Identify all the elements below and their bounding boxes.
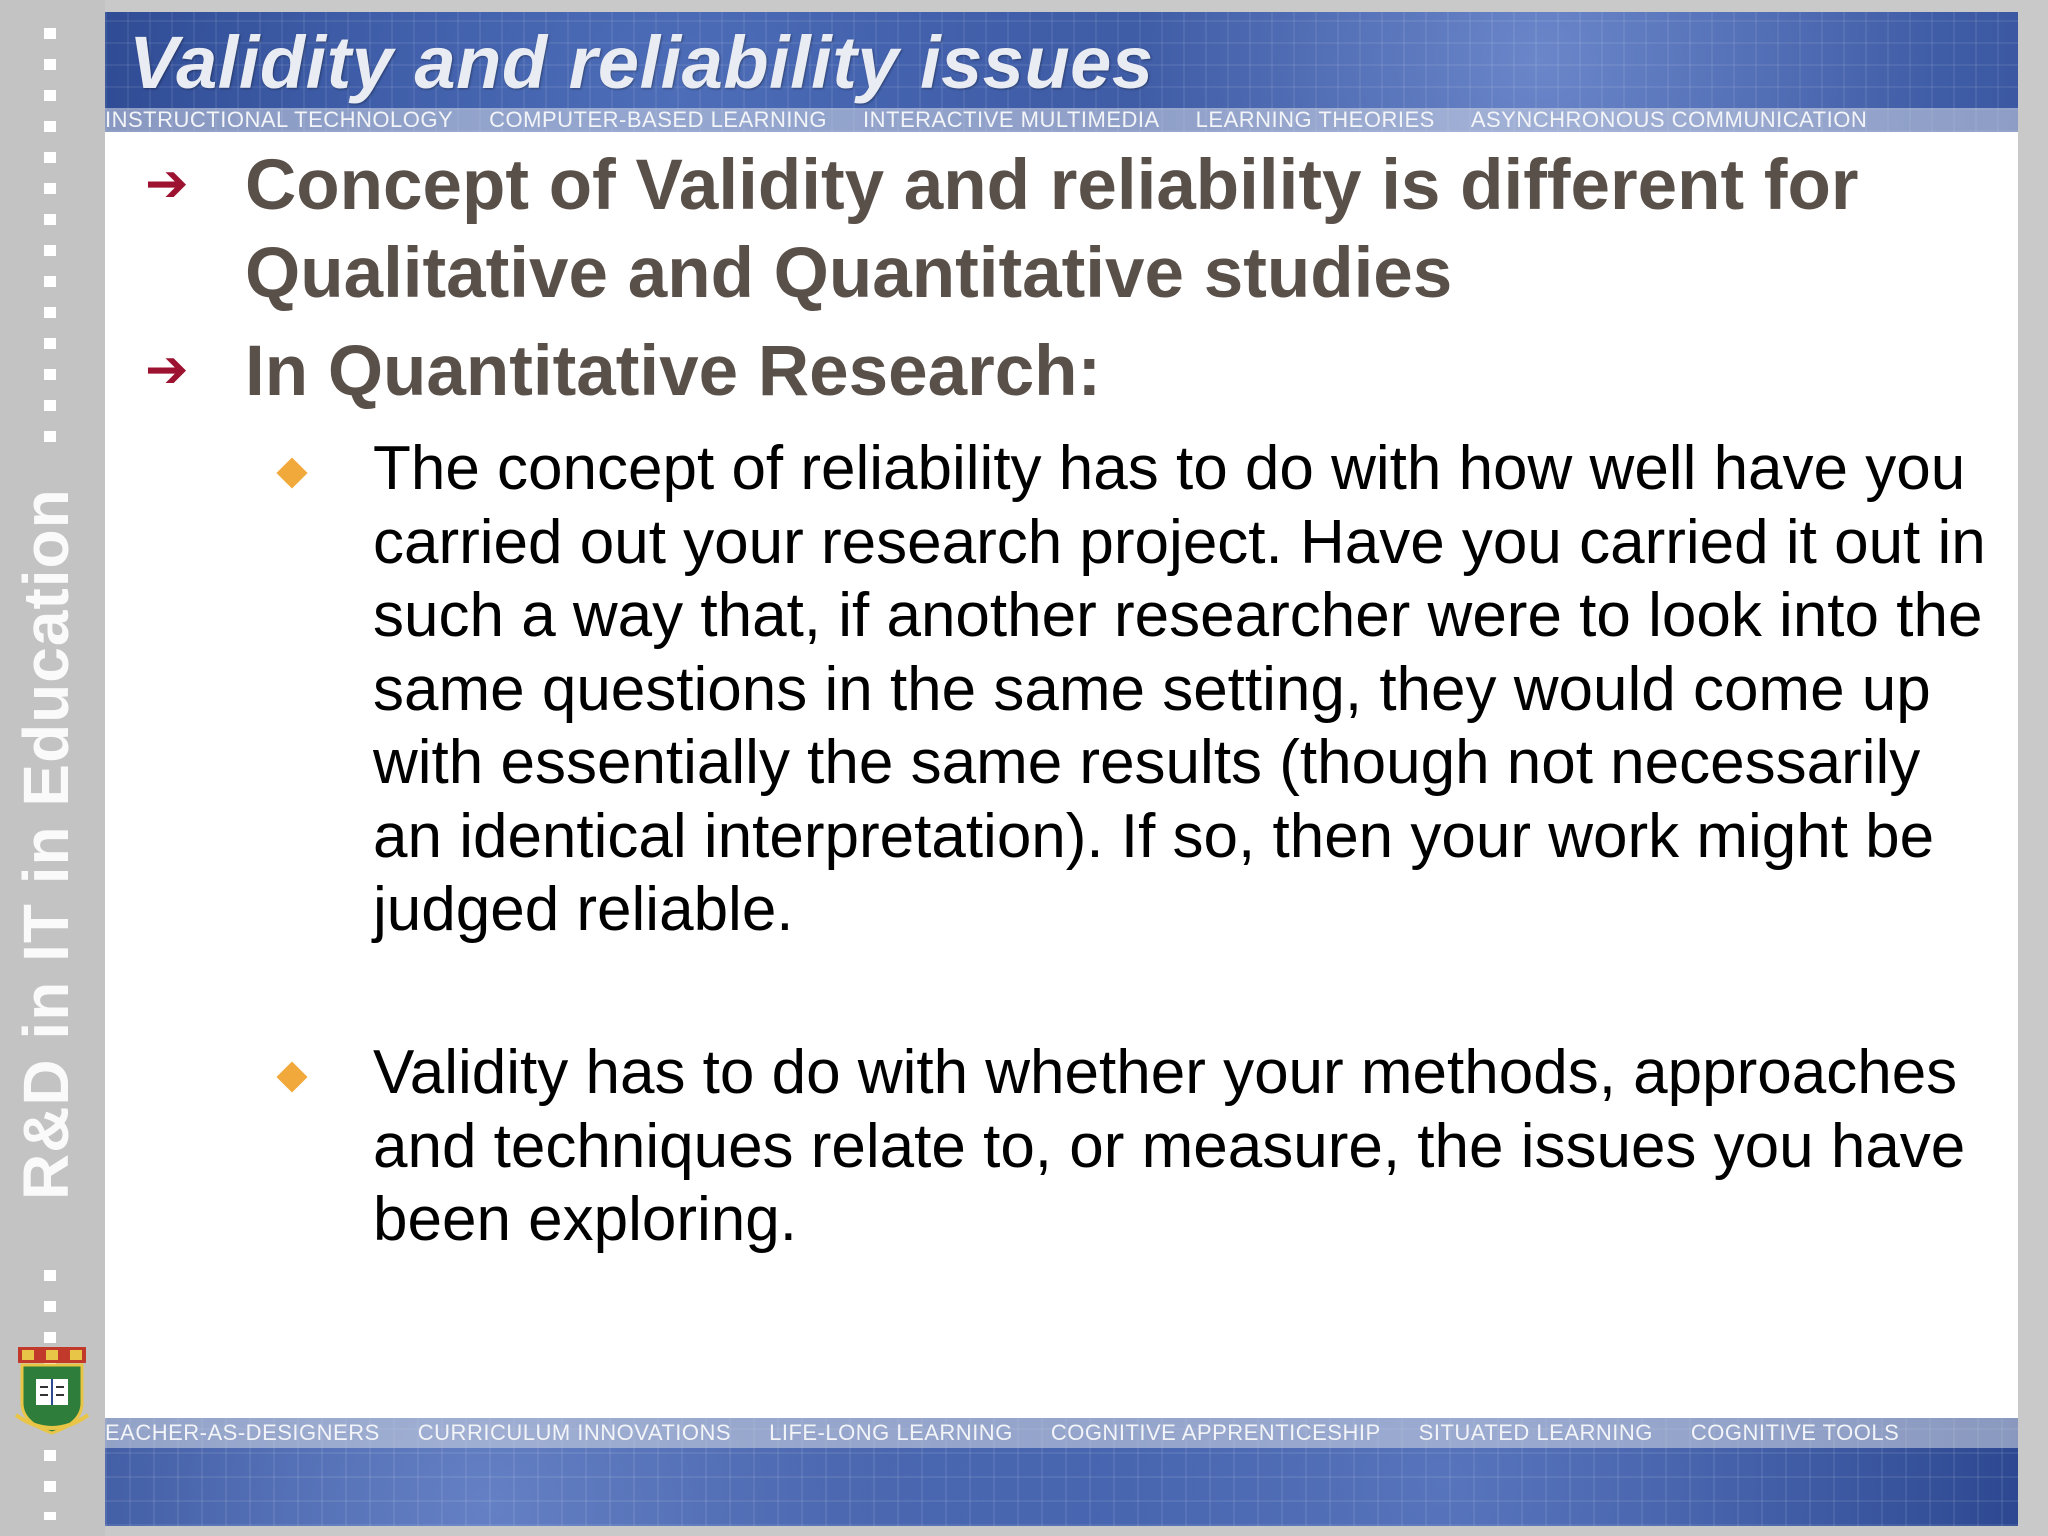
left-sidebar-strip bbox=[0, 0, 105, 1536]
header-topic: COMPUTER-BASED LEARNING bbox=[489, 108, 828, 132]
footer-topic: LIFE-LONG LEARNING bbox=[769, 1420, 1013, 1445]
footer-topics-strip bbox=[105, 1418, 2018, 1448]
bullet-text: Concept of Validity and reliability is different for Qualitative and Quantitative studies bbox=[245, 146, 1859, 313]
footer-topic: EACHER-AS-DESIGNERS bbox=[105, 1420, 380, 1445]
header-topic: INSTRUCTIONAL TECHNOLOGY bbox=[105, 108, 454, 132]
decorative-dots-top bbox=[44, 28, 56, 448]
header-topic: INTERACTIVE MULTIMEDIA bbox=[863, 108, 1160, 132]
decorative-dots-bottom-2 bbox=[44, 1450, 56, 1520]
footer-topic: SITUATED LEARNING bbox=[1418, 1420, 1653, 1445]
vertical-sidebar-label: R&D in IT in Education bbox=[10, 488, 82, 1200]
diamond-bullet-icon bbox=[276, 1061, 307, 1092]
sub-bullet-text: Validity has to do with whether your methods, approaches and techniques relate to, or measure, the issues you have been exploring. bbox=[373, 1038, 1966, 1254]
title-banner bbox=[105, 12, 2018, 132]
footer-topic: COGNITIVE TOOLS bbox=[1690, 1420, 1900, 1445]
footer-topic: CURRICULUM INNOVATIONS bbox=[417, 1420, 732, 1445]
diamond-bullet-icon bbox=[276, 457, 307, 488]
header-topic: LEARNING THEORIES bbox=[1195, 108, 1435, 132]
header-topic: ASYNCHRONOUS COMMUNICATION bbox=[1470, 108, 1868, 132]
arrow-bullet-icon: ➔ bbox=[145, 154, 189, 214]
arrow-bullet-icon: ➔ bbox=[145, 340, 189, 400]
sub-bullet-text: The concept of reliability has to do with how well have you carried out your research project. Have you carried it out in such a way that, if another researcher were to look into the same questions in the same setting, they would come up with essentially the same results (though not necessarily an identical interpretation). If so, then your work might be judged reliable. bbox=[373, 434, 1986, 944]
header-topics-strip bbox=[105, 108, 2018, 132]
footer-topic: COGNITIVE APPRENTICESHIP bbox=[1050, 1420, 1381, 1445]
slide-content bbox=[105, 132, 2018, 1418]
university-crest-icon bbox=[14, 1345, 90, 1437]
footer-banner bbox=[105, 1418, 2018, 1526]
bullet-text: In Quantitative Research: bbox=[245, 332, 1102, 411]
slide-title: Validity and reliability issues bbox=[129, 21, 1154, 104]
